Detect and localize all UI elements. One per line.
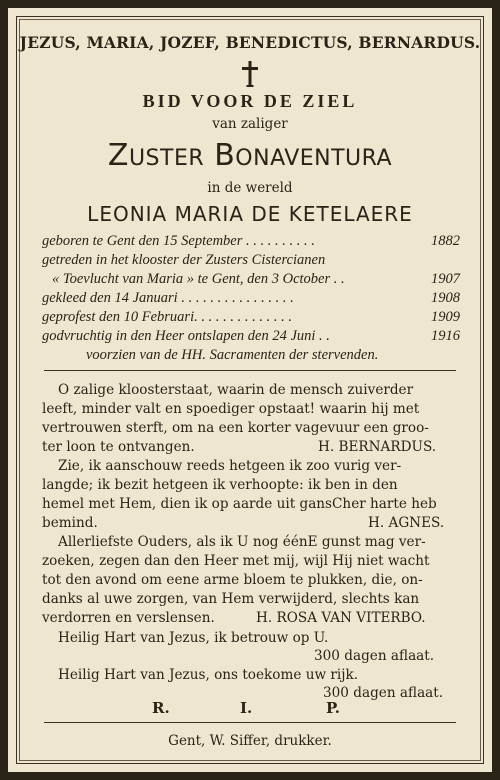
bio-year: 1907	[431, 271, 460, 287]
signature-agnes: H. AGNES.	[368, 515, 445, 531]
rip-p: P.	[326, 699, 341, 717]
bio-line: voorzien van de HH. Sacramenten der stervenden.	[86, 347, 379, 363]
latin-cross-icon	[238, 60, 262, 88]
deceased-name: ZUSTER BONAVENTURA	[107, 138, 393, 173]
prose-line: Allerliefste Ouders, als ik U nog éénE gunst mag ver-	[58, 534, 426, 550]
bio-line: « Toevlucht van Maria » te Gent, den 3 October . .	[52, 271, 345, 287]
prose-line: hemel met Hem, dien ik op aarde uit gansCher harte heb	[42, 496, 437, 512]
prose-line: O zalige kloosterstaat, waarin de mensch zuiverder	[58, 382, 414, 398]
prose-line: verdorren en verslensen.	[42, 610, 215, 626]
divider	[44, 722, 456, 723]
prose-line: langde; ik bezit hetgeen ik verhoopte: ik ben in den	[42, 477, 398, 493]
prayer-line: Heilig Hart van Jezus, ons toekome uw rijk.	[58, 667, 359, 683]
prose-line: tot den avond om eene arme bloem te plukken, die, on-	[42, 572, 423, 588]
prose-line: bemind.	[42, 515, 98, 531]
prayer-heading: BID VOOR DE ZIEL	[142, 91, 358, 111]
bio-line: getreden in het klooster der Zusters Cistercianen	[42, 252, 326, 268]
worldly-name: LEONIA MARIA DE KETELAERE	[87, 202, 413, 226]
printer-imprint: Gent, W. Siffer, drukker.	[168, 733, 332, 749]
bio-year: 1909	[431, 309, 460, 325]
prose-line: danks al uwe zorgen, van Hem verwijderd, slechts kan	[42, 591, 420, 607]
in-de-wereld: in de wereld	[207, 180, 293, 196]
bio-year: 1882	[431, 233, 460, 249]
bio-line: geprofest den 10 Februari. . . . . . . . . . . . . .	[42, 309, 292, 325]
prose-line: ter loon te ontvangen.	[42, 439, 195, 455]
prose-line: Zie, ik aanschouw reeds hetgeen ik zoo vurig ver-	[58, 458, 402, 474]
invocation-header: JEZUS, MARIA, JOZEF, BENEDICTUS, BERNARDUS.	[19, 33, 481, 52]
rip-i: I.	[240, 699, 253, 717]
bio-line: godvruchtig in den Heer ontslapen den 24 Juni . .	[42, 328, 330, 344]
rip-r: R.	[152, 699, 170, 717]
indulgence: 300 dagen aflaat.	[323, 685, 444, 701]
prose-line: vertrouwen sterft, om na een korter vagevuur een groo-	[42, 420, 429, 436]
signature-rosa: H. ROSA VAN VITERBO.	[256, 610, 426, 626]
prose-line: leeft, minder valt en spoediger opstaat! waarin hij met	[42, 401, 420, 417]
indulgence: 300 dagen aflaat.	[314, 648, 435, 664]
bio-year: 1916	[431, 328, 460, 344]
van-zaliger: van zaliger	[212, 116, 288, 132]
memorial-card	[8, 8, 492, 772]
prayer-line: Heilig Hart van Jezus, ik betrouw op U.	[58, 630, 329, 646]
bio-line: gekleed den 14 Januari . . . . . . . . . . . . . . . .	[42, 290, 294, 306]
signature-bernardus: H. BERNARDUS.	[318, 439, 437, 455]
divider	[44, 370, 456, 371]
bio-line: geboren te Gent den 15 September . . . . . . . . . .	[42, 233, 315, 249]
prose-line: zoeken, zegen dan den Heer met mij, wijl Hij niet wacht	[42, 553, 430, 569]
bio-year: 1908	[431, 290, 460, 306]
